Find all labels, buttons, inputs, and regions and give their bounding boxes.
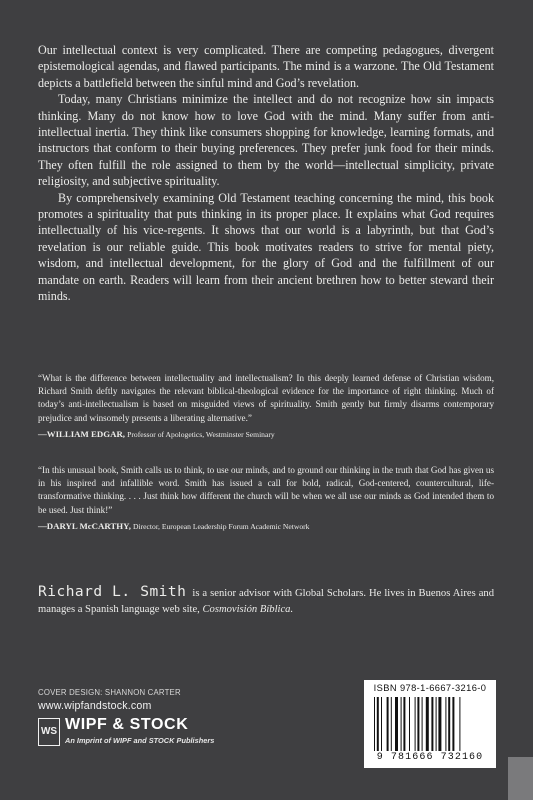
barcode-bar [417,697,419,751]
barcode-bar [415,697,416,751]
endorsement-quote: “What is the difference between intellectuality and intellectualism? In this deeply learned defense of Christian wisdom, Richard Smith deftly navigates the relevant biblical-theological evidence for the importance of right thinking. Much of today’s anti-intellectualism is based on misguided views of spirituality. Smith gently but firmly disarms contemporary prejudice and winsomely presents a liberating alternative.” [38,373,494,423]
barcode-bar [381,697,382,751]
barcode-bar [422,697,423,751]
cover-design-credit: COVER DESIGN: SHANNON CARTER [38,688,181,697]
author-signature: Richard L. Smith [38,584,187,600]
edge-tab [508,757,533,800]
isbn-digits: 9 781666 732160 [376,752,484,763]
back-cover-blurb [38,42,494,305]
barcode-bar [403,697,405,751]
barcode-bar [452,697,454,751]
barcode-icon [374,697,486,751]
blurb-paragraph-3: By comprehensively examining Old Testament teaching concerning the mind, this book promotes a spirituality that puts thinking in its proper place. It explains what God requires intellectually of his vice-regents. It shows that our world is a labyrinth, but that God’s revelation is our reliable guide. This book motivates readers to strive for mental piety, wisdom, and intellectual development, for the glory of God and the fulfillment of our mandate on earth. Readers will learn from their ancient brethren how to better steward their minds. [38,190,494,304]
barcode-bar [409,697,410,751]
barcode-bar [387,697,389,751]
barcode-bar [436,697,437,751]
barcode-bar [431,697,433,751]
barcode-bar [426,697,429,751]
author-bio-text: is a senior advisor with Global Scholars. He lives in Buenos Aires and manages a Spanish language web site, [38,588,494,615]
endorser-name: —WILLIAM EDGAR, [38,428,125,439]
ws-logo-icon: WS [38,718,60,746]
publisher-name: WIPF & STOCK [65,716,189,733]
publisher-logo [38,716,258,750]
endorser-name: —DARYL McCARTHY, [38,520,131,531]
author-website-name: Cosmovisión Bíblica. [202,604,294,615]
endorser-role: Professor of Apologetics, Westminster Seminary [127,429,275,439]
barcode-bar [401,697,402,751]
endorsement-quote: “In this unusual book, Smith calls us to think, to use our minds, and to ground our thinking in the truth that God has given us in his inspired and infallible word. Smith has issued a call for bold, radical, God-centered, countercultural, life-transformative thinking. . . . Just think how different the church will be when we all use our minds as God intended them to be used. Just think!” [38,465,494,515]
isbn-label: ISBN 978-1-6667-3216-0 [373,683,487,693]
barcode-bar [391,697,392,751]
publisher-imprint: An Imprint of WIPF and STOCK Publishers [65,736,215,745]
blurb-paragraph-2: Today, many Christians minimize the intellect and do not recognize how sin impacts thinking. Many do not know how to love God with the mind. Many suffer from anti-intellectual inertia. They think like consumers shopping for knowledge, learning formats, and instructors that conform to their buying preferences. They prefer junk food for their minds. They often fulfill the role assigned to them by the world—intellectual simplicity, private religiosity, and subjective spirituality. [38,92,494,189]
barcode-bar [445,697,446,751]
endorsement-mccarthy [38,464,494,533]
isbn-barcode-block [364,680,496,768]
barcode-bar [438,697,441,751]
endorser-role: Director, European Leadership Forum Academic Network [133,521,310,531]
barcode-bar [377,697,379,751]
barcode-bar [395,697,398,751]
barcode-bar [459,697,460,751]
endorsement-attribution [38,520,494,533]
endorsement-edgar [38,372,494,441]
blurb-paragraph-1: Our intellectual context is very complicated. There are competing pedagogues, divergent epistemological agendas, and flawed participants. The mind is a warzone. The Old Testament depicts a battlefield between the sinful mind and God’s revelation. [38,43,494,90]
barcode-bar [448,697,450,751]
publisher-website: www.wipfandstock.com [38,700,152,712]
endorsement-attribution [38,428,494,441]
author-bio [38,584,494,618]
barcode-bar [374,697,375,751]
